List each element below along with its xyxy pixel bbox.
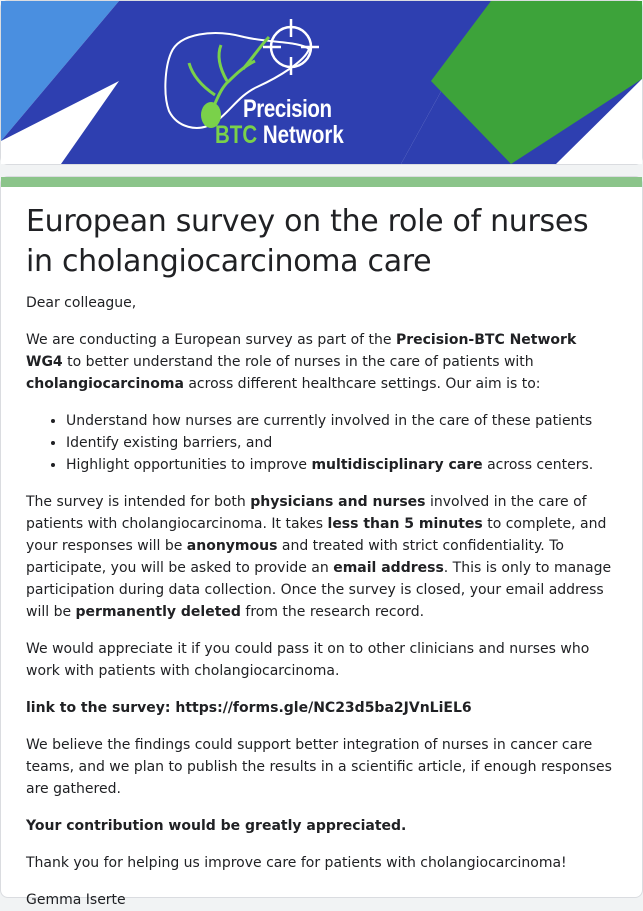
logo-subtitle [215,122,344,149]
form-description-card [0,176,643,908]
aim-item: • Identify existing barriers, and [66,432,616,454]
logo-subtitle-accent: BTC [215,121,258,149]
form-accent-bar [1,177,642,187]
aims-list [26,410,616,476]
findings-paragraph: We believe the findings could support better integration of nurses in cancer care teams, and we plan to publish the results in a scientific article, if enough responses are gathered. [26,737,612,797]
signature: Gemma Iserte [26,892,126,908]
share-paragraph: We would appreciate it if you could pass it on to other clinicians and nurses who work with patients with cholangiocarcinoma. [26,641,590,679]
survey-link[interactable]: link to the survey: https://forms.gle/NC23d5ba2JVnLiEL6 [26,700,472,716]
logo-title: Precision [243,95,332,123]
precision-btc-logo [159,15,359,160]
thanks-text: Thank you for helping us improve care for patients with cholangiocarcinoma! [26,855,567,871]
details-paragraph: The survey is intended for both physicians and nurses involved in the care of patients with cholangiocarcinoma. It takes less than 5 minutes to complete, and your responses will be anonymous and treated with strict confidentiality. To participate, you will be asked to provide an email address. This is only to manage participation during data collection. Once the survey is closed, your email address will be permanently deleted from the research record. [26,494,612,620]
intro-paragraph: We are conducting a European survey as part of the Precision-BTC Network WG4 to better understand the role of nurses in the care of patients with cholangiocarcinoma across different healthcare settings. Our aim is to: [26,332,577,392]
aim-item: • Highlight opportunities to improve multidisciplinary care across centers. [66,454,616,476]
aim-item: • Understand how nurses are currently involved in the care of these patients [66,410,616,432]
logo-subtitle-rest: Network [257,121,344,149]
header-banner [0,0,643,165]
greeting: Dear colleague, [26,295,137,311]
form-title: European survey on the role of nurses in cholangiocarcinoma care [26,204,589,279]
appreciation-text: Your contribution would be greatly appreciated. [26,818,407,834]
